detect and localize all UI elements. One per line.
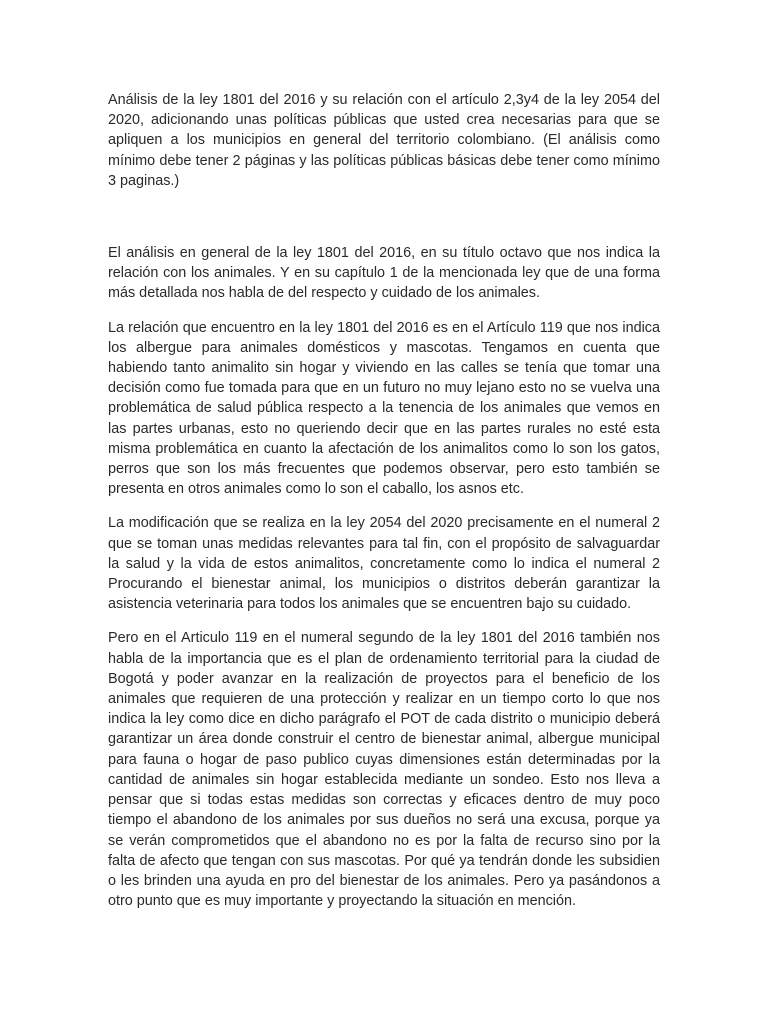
- assignment-prompt: Análisis de la ley 1801 del 2016 y su relación con el artículo 2,3y4 de la ley 2054 del 2020, adicionando unas políticas públicas que usted crea necesarias para que se apliquen a los municipios en general del territorio colombiano. (El análisis como mínimo debe tener 2 páginas y las políticas públicas básicas debe tener como mínimo 3 paginas.): [108, 92, 660, 189]
- paragraph-ley-2054: La modificación que se realiza en la ley 2054 del 2020 precisamente en el numeral 2 que se toman unas medidas relevantes para tal fin, con el propósito de salvaguardar la salud y la vida de estos animalitos, concretamente como lo indica el numeral 2 Procurando el bienestar animal, los municipios o distritos deberán garantizar la asistencia veterinaria para todos los animales que se encuentren bajo su cuidado.: [108, 515, 660, 613]
- paragraph-intro: El análisis en general de la ley 1801 del 2016, en su título octavo que nos indica la relación con los animales. Y en su capítulo 1 de la mencionada ley que de una forma más detallada nos habla de del respecto y cuidado de los animales.: [108, 245, 660, 302]
- document-body: [108, 90, 660, 925]
- paragraph-pot: Pero en el Articulo 119 en el numeral segundo de la ley 1801 del 2016 también nos habla de la importancia que es el plan de ordenamiento territorial para la ciudad de Bogotá y poder avanzar en la realización de proyectos para el beneficio de los animales que requieren de una protección y realizar en un tiempo corto lo que nos indica la ley como dice en dicho parágrafo el POT de cada distrito o municipio deberá garantizar un área donde construir el centro de bienestar animal, albergue municipal para fauna o hogar de paso publico cuyas dimensiones están determinadas por la cantidad de animales sin hogar establecida mediante un sondeo. Esto nos lleva a pensar que si todas estas medidas son correctas y eficaces dentro de muy poco tiempo el abandono de los animales por sus dueños no será una excusa, porque ya se verán comprometidos que el abandono no es por la falta de recurso sino por la falta de afecto que tengan con sus mascotas. Por qué ya tendrán donde les subsidien o les brinden una ayuda en pro del bienestar de los animales. Pero ya pasándonos a otro punto que es muy importante y proyectando la situación en mención.: [108, 630, 660, 910]
- paragraph-article-119: La relación que encuentro en la ley 1801 del 2016 es en el Artículo 119 que nos indica los albergue para animales domésticos y mascotas. Tengamos en cuenta que habiendo tanto animalito sin hogar y viviendo en las calles se tenía que tomar una decisión como fue tomada para que en un futuro no muy lejano esto no se vuelva una problemática de salud pública respecto a la tenencia de los animales que vemos en las partes urbanas, esto no queriendo decir que en las partes rurales no esté esta misma problemática en cuanto la afectación de los animalitos como lo son los gatos, perros que son los más frecuentes que podemos observar, pero esto también se presenta en otros animales como lo son el caballo, los asnos etc.: [108, 319, 660, 498]
